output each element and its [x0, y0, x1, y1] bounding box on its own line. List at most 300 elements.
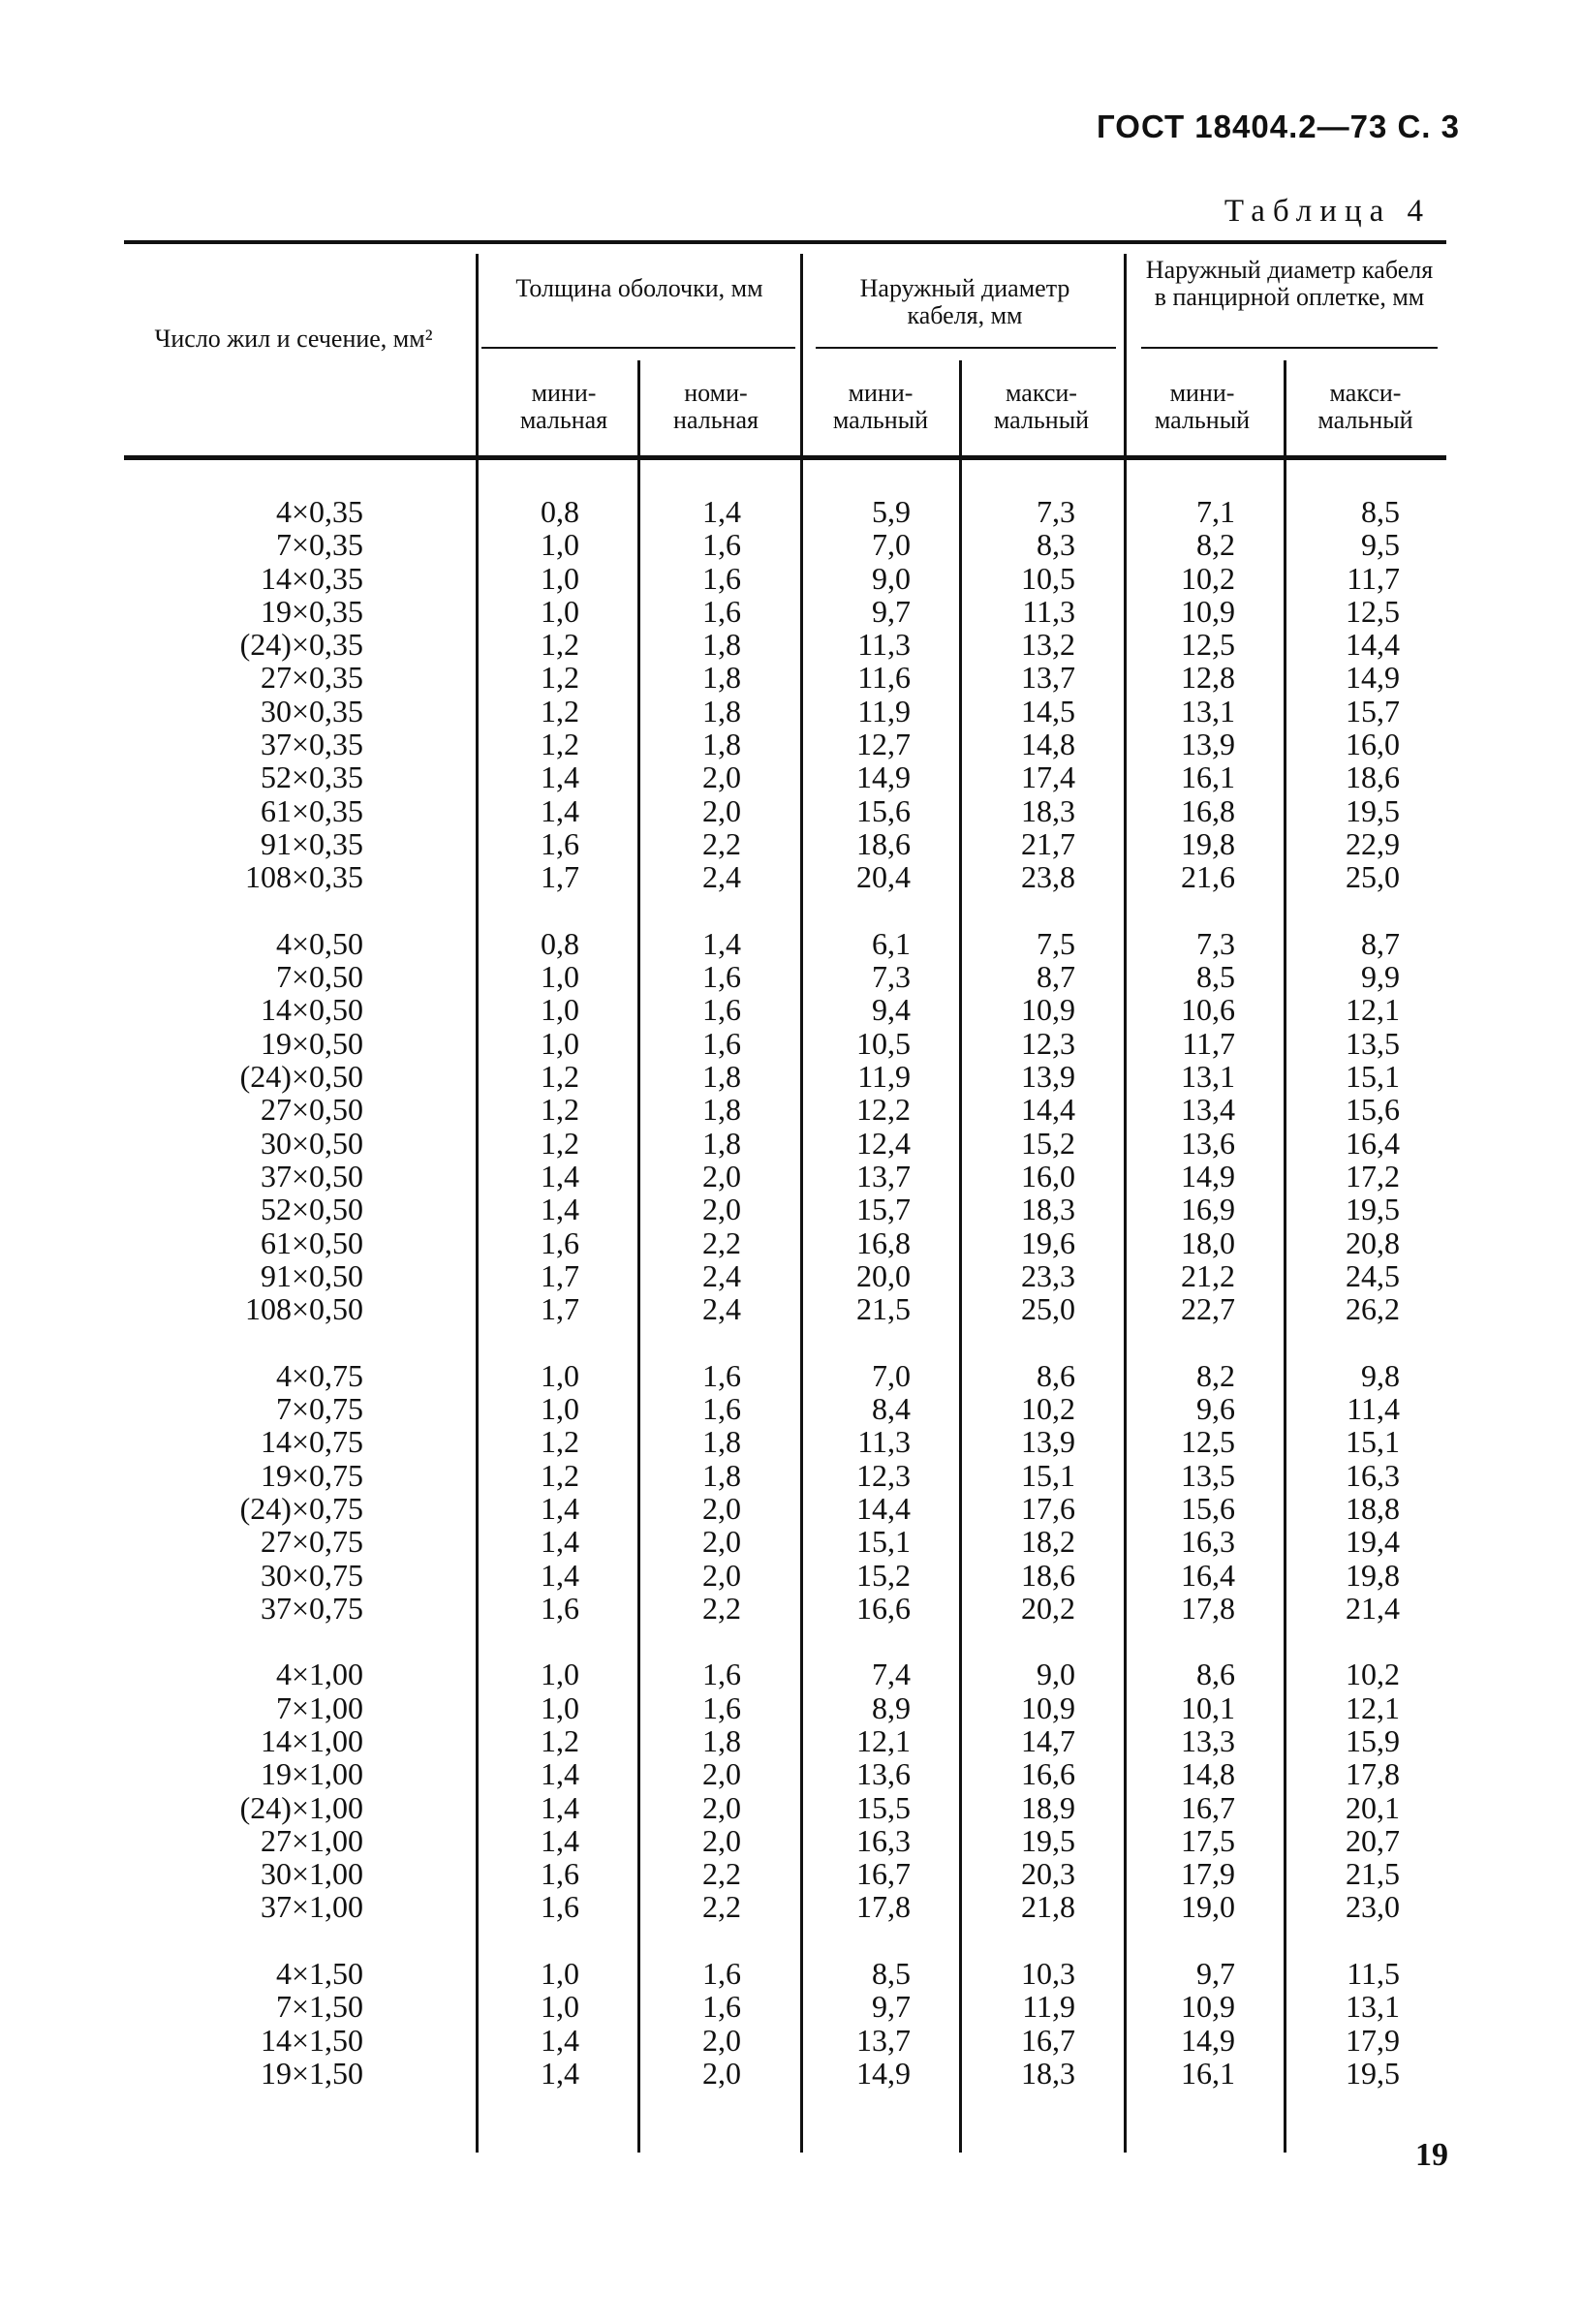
- table-cell: 16,6: [1021, 1756, 1075, 1792]
- table-cell: 12,8: [1181, 660, 1235, 696]
- table-cell: 7×1,50: [275, 1989, 363, 2025]
- table-cell: (24)×0,35: [239, 627, 363, 663]
- table-cell: 2,0: [702, 1158, 741, 1193]
- table-cell: 15,2: [856, 1557, 911, 1593]
- table-cell: 61×0,35: [260, 792, 363, 828]
- group-spacer: [668, 1326, 741, 1359]
- table-cell: 16,7: [856, 1856, 911, 1892]
- table-cell: 4×1,00: [275, 1657, 363, 1692]
- table-cell: 1,0: [541, 1025, 579, 1061]
- table-cell: 7×1,00: [275, 1689, 363, 1725]
- table-cell: 14,8: [1181, 1756, 1235, 1792]
- table-cell: (24)×1,00: [239, 1789, 363, 1825]
- table-cell: 18,3: [1021, 2055, 1075, 2091]
- group-spacer: [184, 895, 363, 928]
- table-cell: 17,8: [1346, 1756, 1400, 1792]
- table-cell: 91×0,50: [260, 1257, 363, 1293]
- table-cell: 15,7: [856, 1192, 911, 1227]
- table-cell: 12,4: [856, 1125, 911, 1161]
- table-cell: 1,4: [702, 494, 741, 529]
- table-cell: 30×0,35: [260, 693, 363, 728]
- table-cell: 16,8: [856, 1224, 911, 1260]
- column-separator-3: [800, 254, 803, 2153]
- table-cell: 11,7: [1347, 560, 1400, 596]
- table-cell: 11,9: [857, 693, 911, 728]
- table-cell: 4×0,50: [275, 925, 363, 961]
- table-cell: 13,7: [856, 1158, 911, 1193]
- table-cell: 9,5: [1361, 527, 1400, 563]
- sub-header-sheath-min: мини-мальная: [519, 379, 608, 434]
- table-cell: 18,0: [1181, 1224, 1235, 1260]
- table-cell: 1,0: [541, 1689, 579, 1725]
- table-cell: 30×0,75: [260, 1557, 363, 1593]
- group-header-rule-3: [1141, 347, 1438, 349]
- table-cell: 7×0,35: [275, 527, 363, 563]
- group-spacer: [988, 895, 1075, 928]
- table-cell: 91×0,35: [260, 825, 363, 861]
- table-cell: 16,6: [856, 1590, 911, 1626]
- table-cell: 2,2: [702, 1224, 741, 1260]
- table-cell: 18,2: [1021, 1524, 1075, 1560]
- table-cell: 1,6: [702, 1689, 741, 1725]
- table-cell: 16,8: [1181, 792, 1235, 828]
- group-spacer: [668, 1925, 741, 1958]
- table-cell: 13,9: [1021, 1424, 1075, 1460]
- table-cell: 11,3: [1022, 593, 1075, 629]
- table-cell: 13,7: [856, 2022, 911, 2058]
- table-cell: 7,0: [872, 527, 911, 563]
- table-cell: 12,2: [856, 1092, 911, 1128]
- table-cell: 2,0: [702, 792, 741, 828]
- table-cell: 1,0: [541, 1357, 579, 1393]
- table-cell: 1,0: [541, 1989, 579, 2025]
- table-cell: 12,7: [856, 727, 911, 762]
- group-spacer: [1313, 1326, 1400, 1359]
- table-cell: 108×0,50: [244, 1291, 363, 1327]
- table-cell: 5,9: [872, 494, 911, 529]
- table-cell: 2,0: [702, 1789, 741, 1825]
- table-cell: 13,2: [1021, 627, 1075, 663]
- table-cell: 13,7: [1021, 660, 1075, 696]
- table-cell: 17,8: [856, 1889, 911, 1925]
- table-cell: 1,0: [541, 527, 579, 563]
- table-cell: 1,8: [702, 727, 741, 762]
- table-cell: 1,6: [702, 527, 741, 563]
- table-cell: 14×0,75: [260, 1424, 363, 1460]
- table-cell: 1,2: [541, 727, 579, 762]
- table-cell: 61×0,50: [260, 1224, 363, 1260]
- table-cell: 15,7: [1346, 693, 1400, 728]
- table-cell: 15,6: [1346, 1092, 1400, 1128]
- table-cell: 9,0: [872, 560, 911, 596]
- table-cell: 1,4: [541, 2022, 579, 2058]
- table-cell: 1,0: [541, 959, 579, 995]
- table-cell: 10,9: [1181, 593, 1235, 629]
- table-cell: 11,3: [857, 627, 911, 663]
- table-cell: 26,2: [1346, 1291, 1400, 1327]
- table-cell: 16,7: [1181, 1789, 1235, 1825]
- table-cell: 12,3: [856, 1457, 911, 1493]
- table-cell: 12,1: [1346, 992, 1400, 1028]
- table-cell: 18,3: [1021, 792, 1075, 828]
- table-cell: 12,1: [1346, 1689, 1400, 1725]
- table-cell: 19×1,00: [260, 1756, 363, 1792]
- table-cell: 19,4: [1346, 1524, 1400, 1560]
- table-cell: 15,9: [1346, 1722, 1400, 1758]
- table-cell: 13,1: [1181, 1059, 1235, 1095]
- table-cell: 2,0: [702, 2055, 741, 2091]
- table-cell: 11,7: [1182, 1025, 1235, 1061]
- table-cell: 11,3: [857, 1424, 911, 1460]
- table-cell: 11,4: [1347, 1391, 1400, 1427]
- table-cell: 10,1: [1181, 1689, 1235, 1725]
- table-cell: 16,1: [1181, 759, 1235, 795]
- table-cell: 2,0: [702, 1524, 741, 1560]
- table-cell: 16,1: [1181, 2055, 1235, 2091]
- table-cell: 12,5: [1181, 1424, 1235, 1460]
- table-cell: 8,5: [1196, 959, 1235, 995]
- table-cell: 10,2: [1346, 1657, 1400, 1692]
- group-spacer: [504, 1326, 579, 1359]
- group-spacer: [504, 1626, 579, 1658]
- table-cell: 0,8: [541, 494, 579, 529]
- table-cell: 17,8: [1181, 1590, 1235, 1626]
- table-cell: 9,7: [872, 593, 911, 629]
- sub-header-diameter-max: макси-мальный: [993, 379, 1090, 434]
- table-cell: 7,4: [872, 1657, 911, 1692]
- table-cell: 7×0,75: [275, 1391, 363, 1427]
- table-cell: (24)×0,75: [239, 1490, 363, 1526]
- table-cell: 1,6: [541, 1590, 579, 1626]
- table-cell: 1,4: [541, 1524, 579, 1560]
- table-cell: 14,9: [1181, 1158, 1235, 1193]
- column-separator-6: [1284, 360, 1286, 2153]
- table-cell: 23,8: [1021, 859, 1075, 895]
- table-cell: 18,6: [856, 825, 911, 861]
- table-cell: 1,4: [541, 1192, 579, 1227]
- table-cell: 2,2: [702, 825, 741, 861]
- table-cell: 2,0: [702, 759, 741, 795]
- table-cell: 14×1,00: [260, 1722, 363, 1758]
- table-cell: 1,0: [541, 1657, 579, 1692]
- table-cell: 1,6: [702, 1391, 741, 1427]
- table-cell: 1,8: [702, 1125, 741, 1161]
- table-cell: 1,4: [541, 759, 579, 795]
- table-cell: 13,1: [1181, 693, 1235, 728]
- table-cell: 1,2: [541, 1092, 579, 1128]
- group-spacer: [833, 1925, 911, 1958]
- column-armored-min: [1148, 496, 1235, 2091]
- table-cell: 15,6: [856, 792, 911, 828]
- group-spacer: [504, 1925, 579, 1958]
- table-cell: 13,6: [1181, 1125, 1235, 1161]
- table-cell: 14,4: [856, 1490, 911, 1526]
- table-cell: 2,0: [702, 1557, 741, 1593]
- table-cell: 14,9: [1181, 2022, 1235, 2058]
- table-cell: 17,4: [1021, 759, 1075, 795]
- table-cell: 4×1,50: [275, 1956, 363, 1992]
- table-cell: 11,9: [1022, 1989, 1075, 2025]
- table-cell: 14,5: [1021, 693, 1075, 728]
- table-cell: 37×0,50: [260, 1158, 363, 1193]
- table-cell: 1,6: [702, 959, 741, 995]
- table-cell: 14,9: [1346, 660, 1400, 696]
- table-cell: 1,4: [541, 1822, 579, 1858]
- table-cell: 4×0,35: [275, 494, 363, 529]
- table-cell: 21,7: [1021, 825, 1075, 861]
- table-cell: 19×0,35: [260, 593, 363, 629]
- table-cell: 8,5: [1361, 494, 1400, 529]
- group-spacer: [1313, 1626, 1400, 1658]
- sub-header-diameter-min: мини-мальный: [832, 379, 929, 434]
- table-cell: 1,8: [702, 1059, 741, 1095]
- column-separator-5: [1124, 254, 1127, 2153]
- table-cell: 2,4: [702, 859, 741, 895]
- table-cell: 52×0,50: [260, 1192, 363, 1227]
- table-cell: 19,8: [1346, 1557, 1400, 1593]
- column-separator-1: [476, 254, 479, 2153]
- table-cell: 8,5: [872, 1956, 911, 1992]
- group-spacer: [504, 895, 579, 928]
- table-cell: 7,3: [1037, 494, 1075, 529]
- table-cell: 14,9: [856, 2055, 911, 2091]
- table-cell: 13,9: [1181, 727, 1235, 762]
- table-cell: 1,2: [541, 660, 579, 696]
- table-cell: 16,7: [1021, 2022, 1075, 2058]
- table-cell: 1,2: [541, 1457, 579, 1493]
- table-cell: 27×0,50: [260, 1092, 363, 1128]
- group-spacer: [988, 1326, 1075, 1359]
- column-sheath-min: [504, 496, 579, 2091]
- table-cell: 19,5: [1346, 2055, 1400, 2091]
- table-cell: 1,0: [541, 992, 579, 1028]
- column-header-cores-section: Число жил и сечение, мм²: [154, 325, 433, 353]
- table-cell: 1,8: [702, 1424, 741, 1460]
- group-header-outer-diameter: Наружный диаметр кабеля, мм: [859, 274, 1070, 329]
- table-cell: 20,3: [1021, 1856, 1075, 1892]
- table-cell: 7,3: [872, 959, 911, 995]
- table-cell: 20,8: [1346, 1224, 1400, 1260]
- table-cell: 0,8: [541, 925, 579, 961]
- table-cell: 19,5: [1346, 1192, 1400, 1227]
- table-cell: 2,0: [702, 2022, 741, 2058]
- table-cell: 1,4: [541, 2055, 579, 2091]
- table-caption: Таблица 4: [1224, 194, 1431, 229]
- table-cell: 10,9: [1181, 1989, 1235, 2025]
- table-cell: 1,6: [541, 825, 579, 861]
- table-cell: 19,0: [1181, 1889, 1235, 1925]
- table-cell: 25,0: [1021, 1291, 1075, 1327]
- group-spacer: [184, 1626, 363, 1658]
- table-cell: 17,9: [1346, 2022, 1400, 2058]
- table-cell: 12,1: [856, 1722, 911, 1758]
- table-top-rule: [124, 240, 1446, 244]
- table-cell: 1,4: [702, 925, 741, 961]
- table-cell: 19×1,50: [260, 2055, 363, 2091]
- column-diameter-min: [833, 496, 911, 2091]
- table-cell: 1,7: [541, 859, 579, 895]
- table-cell: 19,8: [1181, 825, 1235, 861]
- table-cell: 1,6: [702, 593, 741, 629]
- table-cell: 1,2: [541, 1722, 579, 1758]
- table-cell: (24)×0,50: [239, 1059, 363, 1095]
- table-cell: 1,8: [702, 660, 741, 696]
- table-cell: 12,3: [1021, 1025, 1075, 1061]
- table-cell: 18,6: [1346, 759, 1400, 795]
- column-cores-section: [184, 496, 363, 2091]
- table-cell: 20,7: [1346, 1822, 1400, 1858]
- table-cell: 17,2: [1346, 1158, 1400, 1193]
- table-cell: 13,5: [1346, 1025, 1400, 1061]
- table-cell: 16,0: [1021, 1158, 1075, 1193]
- table-cell: 18,8: [1346, 1490, 1400, 1526]
- table-cell: 24,5: [1346, 1257, 1400, 1293]
- table-cell: 1,7: [541, 1257, 579, 1293]
- table-cell: 13,5: [1181, 1457, 1235, 1493]
- table-cell: 2,0: [702, 1756, 741, 1792]
- table-cell: 8,2: [1196, 527, 1235, 563]
- table-cell: 8,6: [1037, 1357, 1075, 1393]
- column-separator-2: [637, 360, 640, 2153]
- table-cell: 1,8: [702, 1722, 741, 1758]
- table-cell: 15,1: [1021, 1457, 1075, 1493]
- table-cell: 1,4: [541, 1490, 579, 1526]
- table-cell: 14×0,50: [260, 992, 363, 1028]
- table-cell: 2,0: [702, 1490, 741, 1526]
- table-cell: 8,3: [1037, 527, 1075, 563]
- table-cell: 16,4: [1181, 1557, 1235, 1593]
- table-cell: 27×1,00: [260, 1822, 363, 1858]
- table-cell: 19×0,50: [260, 1025, 363, 1061]
- group-header-armored-diameter: Наружный диаметр кабеля в панцирной оплетке, мм: [1145, 256, 1434, 311]
- table-cell: 14×0,35: [260, 560, 363, 596]
- table-cell: 1,2: [541, 627, 579, 663]
- table-cell: 1,8: [702, 627, 741, 663]
- table-cell: 1,0: [541, 593, 579, 629]
- table-cell: 1,2: [541, 693, 579, 728]
- table-cell: 10,5: [856, 1025, 911, 1061]
- column-separator-4: [959, 360, 962, 2153]
- table-cell: 1,6: [702, 1025, 741, 1061]
- table-cell: 18,9: [1021, 1789, 1075, 1825]
- table-cell: 19,6: [1021, 1224, 1075, 1260]
- table-cell: 20,0: [856, 1257, 911, 1293]
- table-cell: 37×0,75: [260, 1590, 363, 1626]
- table-cell: 1,4: [541, 792, 579, 828]
- group-spacer: [833, 1626, 911, 1658]
- table-cell: 1,4: [541, 1158, 579, 1193]
- table-cell: 22,9: [1346, 825, 1400, 861]
- table-cell: 1,6: [702, 992, 741, 1028]
- table-cell: 2,2: [702, 1856, 741, 1892]
- table-cell: 52×0,35: [260, 759, 363, 795]
- page-number: 19: [1415, 2137, 1448, 2173]
- table-cell: 7,5: [1037, 925, 1075, 961]
- table-cell: 8,7: [1037, 959, 1075, 995]
- table-cell: 7,0: [872, 1357, 911, 1393]
- table-cell: 1,0: [541, 560, 579, 596]
- table-cell: 16,3: [1181, 1524, 1235, 1560]
- table-cell: 1,2: [541, 1424, 579, 1460]
- group-spacer: [1313, 895, 1400, 928]
- table-cell: 27×0,35: [260, 660, 363, 696]
- table-cell: 9,8: [1361, 1357, 1400, 1393]
- table-cell: 1,6: [541, 1224, 579, 1260]
- table-cell: 37×1,00: [260, 1889, 363, 1925]
- table-cell: 19,5: [1346, 792, 1400, 828]
- table-cell: 1,2: [541, 1059, 579, 1095]
- table-cell: 1,4: [541, 1557, 579, 1593]
- table-cell: 1,6: [702, 560, 741, 596]
- table-cell: 13,1: [1346, 1989, 1400, 2025]
- table-cell: 15,6: [1181, 1490, 1235, 1526]
- table-cell: 2,4: [702, 1257, 741, 1293]
- table-cell: 16,0: [1346, 727, 1400, 762]
- table-cell: 1,0: [541, 1391, 579, 1427]
- table-cell: 18,3: [1021, 1192, 1075, 1227]
- table-cell: 10,6: [1181, 992, 1235, 1028]
- table-cell: 11,6: [857, 660, 911, 696]
- table-cell: 37×0,35: [260, 727, 363, 762]
- table-cell: 7,3: [1196, 925, 1235, 961]
- group-spacer: [668, 895, 741, 928]
- table-cell: 1,6: [541, 1856, 579, 1892]
- table-cell: 2,2: [702, 1889, 741, 1925]
- table-cell: 15,2: [1021, 1125, 1075, 1161]
- group-header-sheath-thickness: Толщина оболочки, мм: [515, 274, 763, 302]
- table-cell: 1,0: [541, 1956, 579, 1992]
- table-cell: 1,4: [541, 1789, 579, 1825]
- table-cell: 8,2: [1196, 1357, 1235, 1393]
- table-cell: 16,4: [1346, 1125, 1400, 1161]
- column-sheath-nom: [668, 496, 741, 2091]
- table-cell: 9,4: [872, 992, 911, 1028]
- standard-header: ГОСТ 18404.2—73 С. 3: [1097, 108, 1460, 144]
- group-header-rule-1: [481, 347, 795, 349]
- table-cell: 23,3: [1021, 1257, 1075, 1293]
- group-spacer: [1313, 1925, 1400, 1958]
- table-cell: 7,1: [1196, 494, 1235, 529]
- table-cell: 7×0,50: [275, 959, 363, 995]
- table-cell: 10,2: [1181, 560, 1235, 596]
- table-cell: 10,5: [1021, 560, 1075, 596]
- table-cell: 17,9: [1181, 1856, 1235, 1892]
- group-spacer: [668, 1626, 741, 1658]
- table-cell: 1,6: [702, 1357, 741, 1393]
- group-spacer: [1148, 1925, 1235, 1958]
- table-cell: 2,0: [702, 1822, 741, 1858]
- group-spacer: [184, 1326, 363, 1359]
- table-cell: 19,5: [1021, 1822, 1075, 1858]
- table-cell: 18,6: [1021, 1557, 1075, 1593]
- column-diameter-max: [988, 496, 1075, 2091]
- table-cell: 21,8: [1021, 1889, 1075, 1925]
- table-cell: 2,0: [702, 1192, 741, 1227]
- sub-header-armored-min: мини-мальный: [1154, 379, 1251, 434]
- header-bottom-rule: [124, 455, 1446, 460]
- table-cell: 12,5: [1346, 593, 1400, 629]
- table-cell: 2,4: [702, 1291, 741, 1327]
- table-cell: 25,0: [1346, 859, 1400, 895]
- table-cell: 8,4: [872, 1391, 911, 1427]
- table-cell: 21,6: [1181, 859, 1235, 895]
- table-cell: 6,1: [872, 925, 911, 961]
- group-spacer: [988, 1925, 1075, 1958]
- table-cell: 21,2: [1181, 1257, 1235, 1293]
- table-cell: 14,7: [1021, 1722, 1075, 1758]
- table-cell: 13,9: [1021, 1059, 1075, 1095]
- table-cell: 16,3: [856, 1822, 911, 1858]
